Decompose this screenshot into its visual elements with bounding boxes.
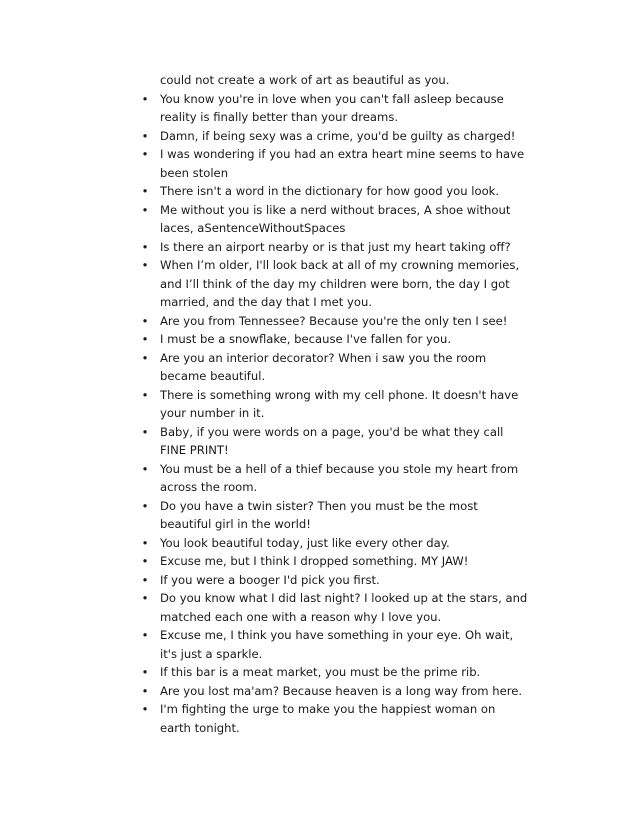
list-item (139, 312, 529, 331)
bullet-icon: • (141, 498, 149, 513)
bullet-icon: • (141, 554, 149, 568)
list-item (139, 330, 529, 349)
list-item-text: Is there an airport nearby or is that just my heart taking off? (160, 239, 511, 254)
list-item-text: I'm fighting the urge to make you the happiest woman on earth tonight. (160, 702, 496, 735)
list-item (139, 497, 529, 534)
list-item-text: When I’m older, I'll look back at all of my crowning memories, and I’ll think of the day my children were born, the day I got married, and the day that I met you. (160, 258, 520, 309)
list-item-text: There isn't a word in the dictionary for how good you look. (160, 184, 500, 198)
bullet-icon: • (141, 350, 149, 365)
list-item-text: Are you an interior decorator? When i saw you the room became beautiful. (160, 350, 487, 383)
list-item-text: I must be a snowflake, because I've fallen for you. (160, 332, 452, 346)
bullet-icon: • (141, 591, 149, 605)
list-item (139, 386, 529, 423)
bullet-icon: • (141, 535, 149, 550)
list-item-text: I was wondering if you had an extra heart mine seems to have been stolen (160, 147, 525, 180)
document-body (139, 71, 529, 737)
list-item (139, 201, 529, 238)
list-item-text: Excuse me, I think you have something in your eye. Oh wait, it's just a sparkle. (160, 628, 514, 661)
list-item (139, 238, 529, 257)
bullet-icon: • (141, 572, 149, 587)
list-item (139, 145, 529, 182)
list-item (139, 571, 529, 590)
bullet-icon: • (141, 202, 149, 217)
list-item (139, 256, 529, 312)
pickup-lines-list (139, 90, 529, 738)
bullet-icon: • (141, 424, 149, 439)
list-item-text: Do you know what I did last night? I looked up at the stars, and matched each one with a reason why I love you. (160, 591, 528, 624)
bullet-icon: • (141, 702, 149, 716)
bullet-icon: • (141, 683, 149, 698)
bullet-icon: • (141, 91, 149, 106)
list-item (139, 182, 529, 201)
bullet-icon: • (141, 387, 149, 402)
list-item-text: Damn, if being sexy was a crime, you'd be guilty as charged! (160, 128, 516, 143)
list-item (139, 626, 529, 663)
list-item-text: Excuse me, but I think I dropped something. MY JAW! (160, 554, 469, 568)
bullet-icon: • (141, 665, 149, 679)
continuation-line: could not create a work of art as beautiful as you. (160, 73, 450, 87)
bullet-icon: • (141, 461, 149, 476)
list-item (139, 700, 529, 737)
list-item (139, 534, 529, 553)
list-item-text: If you were a booger I'd pick you first. (160, 572, 380, 587)
list-item-text: There is something wrong with my cell phone. It doesn't have your number in it. (160, 387, 519, 420)
list-item (139, 90, 529, 127)
list-item-text: You must be a hell of a thief because you stole my heart from across the room. (160, 461, 519, 494)
list-item (139, 423, 529, 460)
bullet-icon: • (141, 184, 149, 198)
bullet-icon: • (141, 239, 149, 254)
list-item-text: If this bar is a meat market, you must be the prime rib. (160, 665, 481, 679)
list-item-text: Are you from Tennessee? Because you're the only ten I see! (160, 313, 508, 328)
list-item (139, 663, 529, 682)
bullet-icon: • (141, 313, 149, 328)
list-item-text: You look beautiful today, just like every other day. (160, 535, 450, 550)
list-item (139, 127, 529, 146)
bullet-icon: • (141, 258, 149, 272)
bullet-icon: • (141, 128, 149, 143)
bullet-icon: • (141, 628, 149, 642)
bullet-icon: • (141, 332, 149, 346)
list-item (139, 460, 529, 497)
list-item-text: Do you have a twin sister? Then you must be the most beautiful girl in the world! (160, 498, 478, 531)
list-item (139, 589, 529, 626)
list-item (139, 552, 529, 571)
bullet-icon: • (141, 147, 149, 161)
list-item-text: Are you lost ma'am? Because heaven is a long way from here. (160, 683, 523, 698)
list-item-text: Me without you is like a nerd without braces, A shoe without laces, aSentenceWithoutSpaces (160, 202, 511, 235)
list-item-text: You know you're in love when you can't fall asleep because reality is finally better than your dreams. (160, 91, 504, 124)
list-item (139, 682, 529, 701)
list-item (139, 349, 529, 386)
list-item-text: Baby, if you were words on a page, you'd be what they call FINE PRINT! (160, 424, 504, 457)
